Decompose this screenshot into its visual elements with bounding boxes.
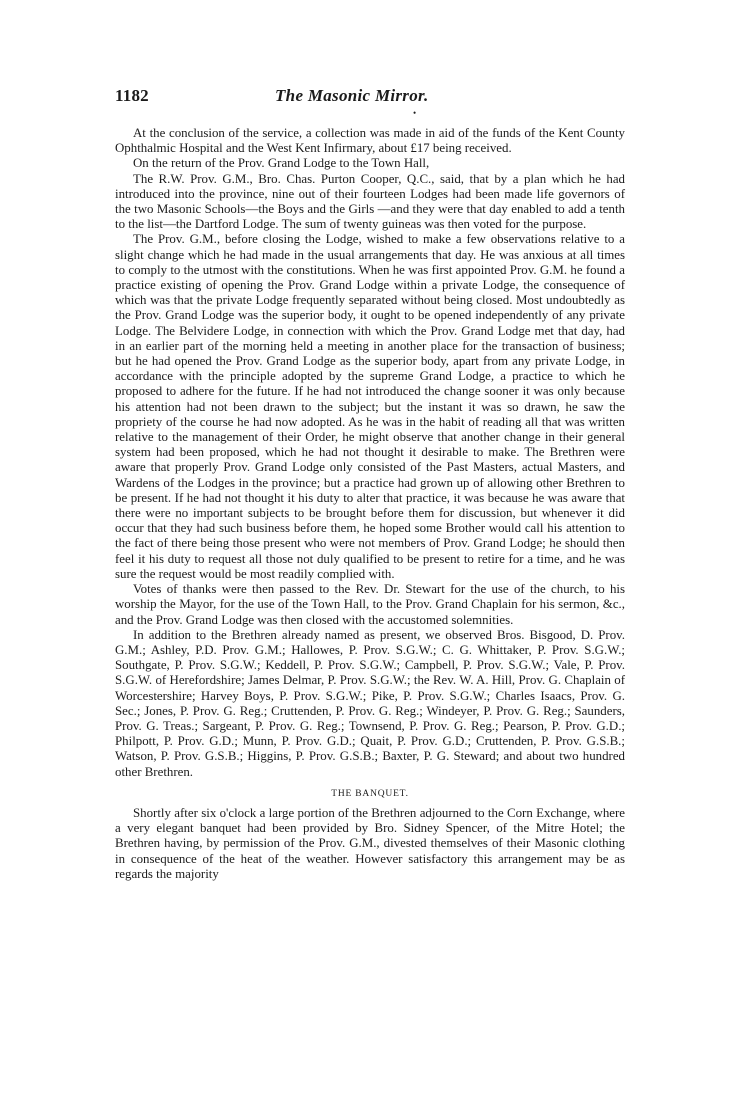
paragraph-banquet: Shortly after six o'clock a large portion of the Brethren adjourned to the Corn Exchange, where a very elegant banquet had been provided by Bro. Sidney Spencer, of the Mitre Hotel; the Brethren having, by permission of the Prov. G.M., divested themselves of their Masonic clothing in consequence of the heat of the weather. However satisfactory this arrangement may be as regards the majority <box>115 805 625 881</box>
paragraph-return: On the return of the Prov. Grand Lodge to the Town Hall, <box>133 156 430 171</box>
paragraph-votes-of-thanks: Votes of thanks were then passed to the Rev. Dr. Stewart for the use of the church, to his worship the Mayor, for the use of the Town Hall, to the Prov. Grand Chaplain for his sermon, &c., and the Prov. Grand Lodge was then closed with the accustomed solemnities. <box>115 582 625 627</box>
paragraph-observations: The Prov. G.M., before closing the Lodge, wished to make a few observations relative to a slight change which he had made in the usual arrangements that day. He was anxious at all times to comply to the utmost with the constitutions. When he was first appointed Prov. G.M. he found a practice existing of opening the Prov. Grand Lodge within a private Lodge, the consequence of which was that the private Lodge frequently separated without being closed. Most undoubtedly as the Prov. Grand Lodge was the superior body, it ought to be opened independently of any private Lodge. The Belvidere Lodge, in connection with which the Prov. Grand Lodge met that day, had in an earlier part of the morning held a meeting in another place for the transaction of business; but he had opened the Prov. Grand Lodge as the superior body, apart from any private Lodge, in accordance with the principle adopted by the supreme Grand Lodge, a practice to which he proposed to adhere for the future. If he had not introduced the change sooner it was only because his attention had not been drawn to the subject; but the instant it was so drawn, he saw the propriety of the course he had now adopted. As he was in the habit of reading all that was written relative to the management of their Order, he might observe that another change in their general system had been proposed, which he had not thought it desirable to make. The Brethren were aware that properly Prov. Grand Lodge only consisted of the Past Masters, actual Masters, and Wardens of the Lodges in the province; but a practice had grown up of allowing other Brethren to be present. If he had not thought it his duty to alter that practice, it was because he was aware that there were no important subjects to be brought before them for discussion, but whenever it did occur that they had such business before them, he hoped some Brother would call his attention to the fact of there being those present who were not members of Prov. Grand Lodge; he should then feel it his duty to request all those not duly qualified to be present to retire for a time, and he was sure the request would be most readily complied with. <box>115 232 625 581</box>
paragraph-brethren-present: In addition to the Brethren already named as present, we observed Bros. Bisgood, D. Prov. G.M.; Ashley, P.D. Prov. G.M.; Hallowes, P. Prov. S.G.W.; C. G. Whittaker, P. Prov. S.G.W.; Southgate, P. Prov. S.G.W.; Keddell, P. Prov. S.G.W.; Campbell, P. Prov. S.G.W.; Vale, P. Prov. S.G.W. of Herefordshire; James Delmar, P. Prov. S.G.W.; the Rev. W. A. Hill, Prov. G. Chaplain of Worcestershire; Harvey Boys, P. Prov. S.G.W.; Pike, P. Prov. S.G.W.; Charles Isaacs, Prov. G. Sec.; Jones, P. Prov. G. Reg.; Cruttenden, P. Prov. G. Reg.; Windeyer, P. Prov. G. Reg.; Saunders, Prov. G. Treas.; Sargeant, P. Prov. G. Reg.; Townsend, P. Prov. G. Reg.; Pearson, P. Prov. G.D.; Philpott, P. Prov. G.D.; Munn, P. Prov. G.D.; Quait, P. Prov. G.D.; Cruttenden, P. Prov. G.S.B.; Watson, P. Prov. G.S.B.; Higgins, P. Prov. G.S.B.; Baxter, P. G. Steward; and about two hundred other Brethren. <box>115 627 625 779</box>
article-body <box>115 126 625 882</box>
paragraph-collection: At the conclusion of the service, a collection was made in aid of the funds of the Kent County Ophthalmic Hospital and the West Kent Infirmary, about £17 being received. <box>115 126 625 156</box>
page-header <box>115 86 625 118</box>
paragraph-schools: The R.W. Prov. G.M., Bro. Chas. Purton Cooper, Q.C., said, that by a plan which he had introduced into the province, nine out of their fourteen Lodges had been made life governors of the two Masonic Schools—the Boys and the Girls —and they were that day enabled to add a tenth to the list—the Dartford Lodge. The sum of twenty guineas was then voted for the purpose. <box>115 171 625 232</box>
page-number: 1182 <box>115 86 149 105</box>
section-heading-banquet: THE BANQUET. <box>331 788 409 799</box>
running-title: The Masonic Mirror. <box>275 86 429 105</box>
header-ornament: • <box>413 108 417 118</box>
